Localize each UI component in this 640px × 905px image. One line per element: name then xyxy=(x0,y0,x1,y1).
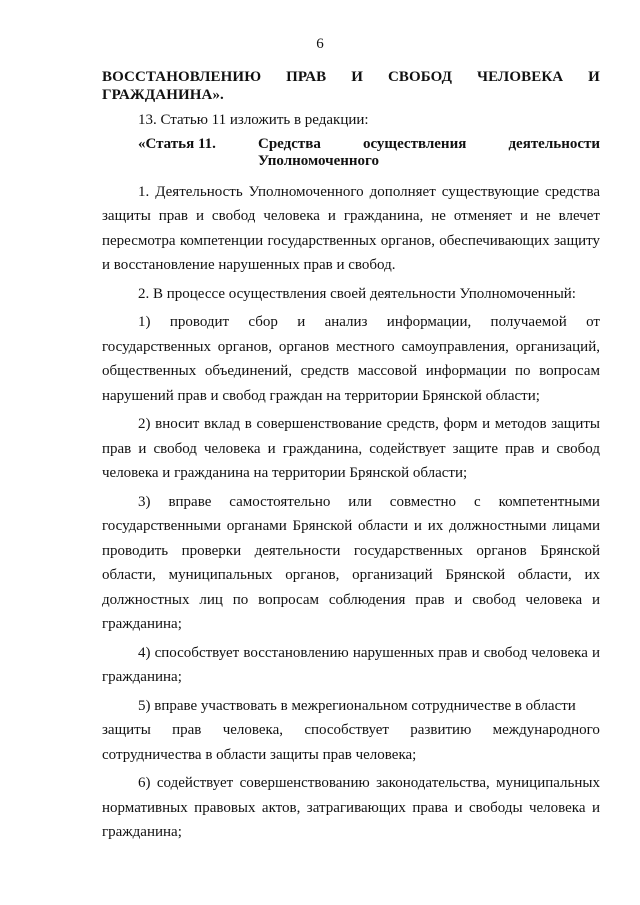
heading-word: ЧЕЛОВЕКА xyxy=(477,69,564,85)
article-number: «Статья 11. xyxy=(138,135,216,152)
word: 3) xyxy=(138,493,151,510)
word: компетентными xyxy=(498,493,600,510)
paragraph-3-line1 xyxy=(102,310,600,335)
section-heading-line1 xyxy=(102,68,600,86)
word: защиты xyxy=(102,722,151,738)
paragraph-5-rest: государственными органами Брянской области и их должностными лицами проводить проверки деятельности государственных органов Брянской области, муниципальных органов, организаций Брянской области, их должностных лиц по вопросам соблюдения прав и свобод человека и гражданина; xyxy=(102,518,600,632)
heading-word: СВОБОД xyxy=(387,69,453,85)
paragraph-7-rest: сотрудничества в области защиты прав человека; xyxy=(102,746,417,763)
word: 1) xyxy=(138,314,151,330)
word: получаемой xyxy=(490,314,567,330)
article-title-word: деятельности xyxy=(508,135,600,152)
paragraph-6: 4) способствует восстановлению нарушенных прав и свобод человека и гражданина; xyxy=(102,644,600,685)
paragraph-7-line2 xyxy=(102,718,600,743)
heading-word: ВОССТАНОВЛЕНИЮ xyxy=(102,69,262,85)
paragraph-1: 1. Деятельность Уполномоченного дополняет существующие средства защиты прав и свобод человека и гражданина, не отменяет и не влечет пересмотра компетенции государственных органов, обеспечивающих защиту и восстановление нарушенных прав и свобод. xyxy=(102,183,600,273)
paragraph-3 xyxy=(102,310,600,408)
paragraph-8: 6) содействует совершенствованию законодательства, муниципальных нормативных правовых актов, затрагивающих права и свободы человека и гражданина; xyxy=(102,775,600,840)
article-title-word: осуществления xyxy=(362,135,467,152)
document-body xyxy=(102,68,600,845)
article-title-line1 xyxy=(258,136,600,153)
word: развитию xyxy=(410,722,472,738)
paragraph-7-line1: 5) вправе участвовать в межрегиональном сотрудничестве в области xyxy=(138,697,576,714)
word: человека, xyxy=(222,722,284,738)
word: вправе xyxy=(168,493,212,510)
heading-word: ПРАВ xyxy=(286,69,327,85)
article-title-text xyxy=(218,136,600,170)
heading-word: И xyxy=(351,69,363,85)
word: от xyxy=(586,314,600,330)
paragraph-2: 2. В процессе осуществления своей деятельности Уполномоченный: xyxy=(138,285,576,302)
word: анализ xyxy=(324,314,368,330)
paragraph-7 xyxy=(102,694,600,768)
paragraph-3-rest: государственных органов, органов местного самоуправления, организаций, общественных объединений, средств массовой информации по вопросам нарушений прав и свобод граждан на территории Брянской области; xyxy=(102,338,600,404)
item-13: 13. Статью 11 изложить в редакции: xyxy=(138,112,369,128)
paragraph-5-line1 xyxy=(102,490,600,515)
paragraph-5 xyxy=(102,490,600,637)
word: информации, xyxy=(386,314,472,330)
article-title xyxy=(102,136,600,170)
word: проводит xyxy=(169,314,230,330)
word: с xyxy=(473,493,481,510)
word: способствует xyxy=(304,722,389,738)
word: или xyxy=(348,493,372,510)
section-heading xyxy=(102,68,600,104)
paragraph-4: 2) вносит вклад в совершенствование средств, форм и методов защиты прав и свобод человека и гражданина, содействует защите прав и свобод человека и гражданина на территории Брянской области; xyxy=(102,416,600,481)
article-title-word: Средства xyxy=(258,135,321,152)
word: международного xyxy=(492,722,600,738)
word: и xyxy=(297,314,306,330)
article-title-line2: Уполномоченного xyxy=(258,152,379,169)
section-heading-line2: ГРАЖДАНИНА». xyxy=(102,87,224,103)
word: прав xyxy=(172,722,202,738)
heading-word: И xyxy=(588,69,600,85)
word: самостоятельно xyxy=(229,493,331,510)
page-number: 6 xyxy=(316,36,324,52)
word: сбор xyxy=(248,314,278,330)
word: совместно xyxy=(389,493,457,510)
